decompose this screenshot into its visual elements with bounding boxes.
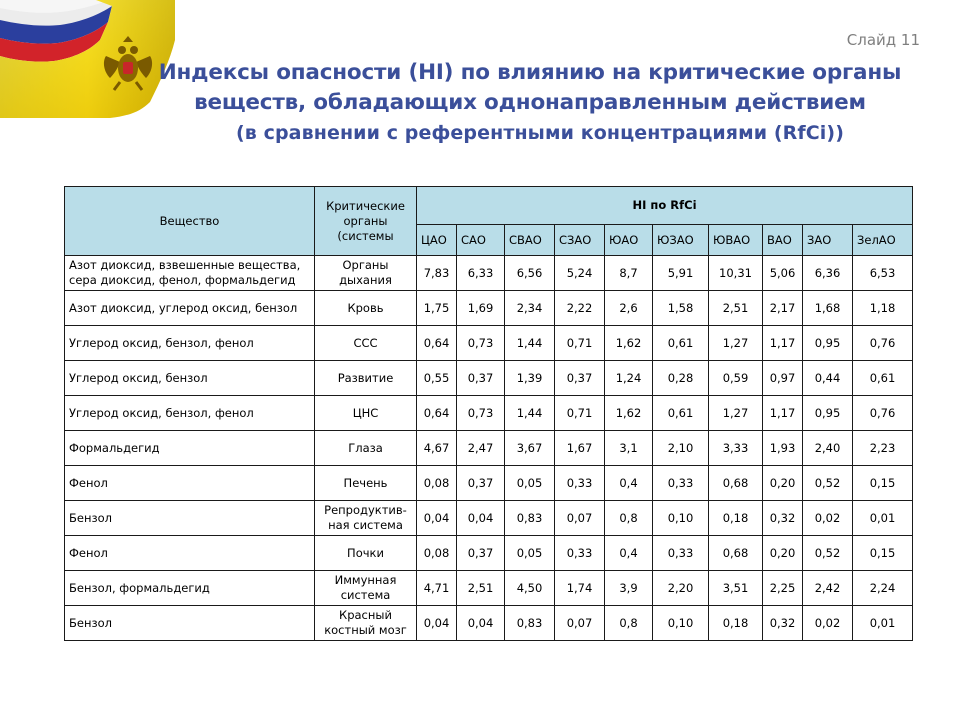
substance-cell: Азот диоксид, взвешенные вещества, сера диоксид, фенол, формальдегид bbox=[65, 256, 315, 291]
hi-value-cell: 0,61 bbox=[853, 361, 913, 396]
header-district: ЗелАО bbox=[853, 225, 913, 256]
hi-value-cell: 2,10 bbox=[653, 431, 709, 466]
substance-cell: Формальдегид bbox=[65, 431, 315, 466]
hi-value-cell: 7,83 bbox=[417, 256, 457, 291]
hi-value-cell: 0,76 bbox=[853, 326, 913, 361]
hi-value-cell: 0,83 bbox=[505, 606, 555, 641]
hi-value-cell: 0,64 bbox=[417, 396, 457, 431]
hi-value-cell: 0,71 bbox=[555, 326, 605, 361]
header-organ: Критические органы (системы bbox=[315, 187, 417, 256]
hi-value-cell: 0,8 bbox=[605, 606, 653, 641]
hi-value-cell: 0,8 bbox=[605, 501, 653, 536]
hi-value-cell: 0,18 bbox=[709, 606, 763, 641]
hi-value-cell: 0,10 bbox=[653, 501, 709, 536]
hi-value-cell: 2,47 bbox=[457, 431, 505, 466]
hi-value-cell: 0,59 bbox=[709, 361, 763, 396]
hi-value-cell: 0,61 bbox=[653, 396, 709, 431]
hi-value-cell: 0,05 bbox=[505, 536, 555, 571]
substance-cell: Углерод оксид, бензол bbox=[65, 361, 315, 396]
hi-value-cell: 3,33 bbox=[709, 431, 763, 466]
hi-value-cell: 2,20 bbox=[653, 571, 709, 606]
hi-value-cell: 1,58 bbox=[653, 291, 709, 326]
hi-value-cell: 2,22 bbox=[555, 291, 605, 326]
hi-value-cell: 1,44 bbox=[505, 326, 555, 361]
hi-value-cell: 0,44 bbox=[803, 361, 853, 396]
hi-value-cell: 3,9 bbox=[605, 571, 653, 606]
hi-value-cell: 0,07 bbox=[555, 606, 605, 641]
slide-number: Слайд 11 bbox=[846, 31, 920, 49]
title-line-1: Индексы опасности (HI) по влиянию на критические органы bbox=[158, 60, 902, 85]
hi-value-cell: 0,10 bbox=[653, 606, 709, 641]
hi-value-cell: 6,36 bbox=[803, 256, 853, 291]
hi-value-cell: 1,17 bbox=[763, 326, 803, 361]
hi-value-cell: 1,18 bbox=[853, 291, 913, 326]
header-district: САО bbox=[457, 225, 505, 256]
hi-value-cell: 0,07 bbox=[555, 501, 605, 536]
hi-value-cell: 0,04 bbox=[457, 606, 505, 641]
hi-value-cell: 2,23 bbox=[853, 431, 913, 466]
hi-value-cell: 6,56 bbox=[505, 256, 555, 291]
organ-cell: Глаза bbox=[315, 431, 417, 466]
header-district: ЦАО bbox=[417, 225, 457, 256]
table-row bbox=[65, 501, 913, 536]
hi-value-cell: 6,33 bbox=[457, 256, 505, 291]
substance-cell: Бензол bbox=[65, 606, 315, 641]
header-district: ЮАО bbox=[605, 225, 653, 256]
header-district: СЗАО bbox=[555, 225, 605, 256]
table-row bbox=[65, 431, 913, 466]
hi-value-cell: 2,17 bbox=[763, 291, 803, 326]
hi-value-cell: 0,68 bbox=[709, 466, 763, 501]
header-district: ЮВАО bbox=[709, 225, 763, 256]
hi-value-cell: 2,42 bbox=[803, 571, 853, 606]
hi-value-cell: 0,97 bbox=[763, 361, 803, 396]
hi-value-cell: 1,69 bbox=[457, 291, 505, 326]
hi-value-cell: 8,7 bbox=[605, 256, 653, 291]
hi-value-cell: 0,95 bbox=[803, 326, 853, 361]
hi-value-cell: 10,31 bbox=[709, 256, 763, 291]
hi-value-cell: 0,52 bbox=[803, 466, 853, 501]
header-substance: Вещество bbox=[65, 187, 315, 256]
table-row bbox=[65, 396, 913, 431]
hi-value-cell: 1,17 bbox=[763, 396, 803, 431]
hi-value-cell: 0,61 bbox=[653, 326, 709, 361]
hi-value-cell: 3,1 bbox=[605, 431, 653, 466]
title-line-3: (в сравнении с референтными концентрациями (RfCi)) bbox=[236, 122, 844, 144]
hi-value-cell: 3,51 bbox=[709, 571, 763, 606]
hi-value-cell: 0,83 bbox=[505, 501, 555, 536]
table-row bbox=[65, 291, 913, 326]
hi-value-cell: 0,02 bbox=[803, 606, 853, 641]
organ-cell: Иммунная система bbox=[315, 571, 417, 606]
hi-value-cell: 1,68 bbox=[803, 291, 853, 326]
hi-value-cell: 2,24 bbox=[853, 571, 913, 606]
header-district: ЗАО bbox=[803, 225, 853, 256]
hi-value-cell: 0,08 bbox=[417, 536, 457, 571]
hi-value-cell: 0,01 bbox=[853, 606, 913, 641]
header-district: ВАО bbox=[763, 225, 803, 256]
hi-value-cell: 0,08 bbox=[417, 466, 457, 501]
hi-value-cell: 5,24 bbox=[555, 256, 605, 291]
substance-cell: Азот диоксид, углерод оксид, бензол bbox=[65, 291, 315, 326]
hi-value-cell: 5,91 bbox=[653, 256, 709, 291]
hi-value-cell: 2,40 bbox=[803, 431, 853, 466]
hi-value-cell: 0,33 bbox=[653, 466, 709, 501]
header-district: СВАО bbox=[505, 225, 555, 256]
substance-cell: Углерод оксид, бензол, фенол bbox=[65, 396, 315, 431]
hi-value-cell: 0,73 bbox=[457, 396, 505, 431]
hi-value-cell: 6,53 bbox=[853, 256, 913, 291]
hi-value-cell: 2,51 bbox=[709, 291, 763, 326]
organ-cell: ЦНС bbox=[315, 396, 417, 431]
hi-value-cell: 0,33 bbox=[555, 536, 605, 571]
organ-cell: Развитие bbox=[315, 361, 417, 396]
hi-value-cell: 1,44 bbox=[505, 396, 555, 431]
hi-value-cell: 0,95 bbox=[803, 396, 853, 431]
hi-value-cell: 1,62 bbox=[605, 326, 653, 361]
hi-value-cell: 1,74 bbox=[555, 571, 605, 606]
hi-value-cell: 0,37 bbox=[457, 466, 505, 501]
hi-value-cell: 1,24 bbox=[605, 361, 653, 396]
hi-value-cell: 1,67 bbox=[555, 431, 605, 466]
hi-value-cell: 0,02 bbox=[803, 501, 853, 536]
hi-value-cell: 1,27 bbox=[709, 326, 763, 361]
hi-value-cell: 0,04 bbox=[417, 606, 457, 641]
hi-value-cell: 0,73 bbox=[457, 326, 505, 361]
hi-value-cell: 3,67 bbox=[505, 431, 555, 466]
substance-cell: Углерод оксид, бензол, фенол bbox=[65, 326, 315, 361]
hi-value-cell: 0,01 bbox=[853, 501, 913, 536]
hi-value-cell: 2,25 bbox=[763, 571, 803, 606]
hi-value-cell: 0,28 bbox=[653, 361, 709, 396]
hi-value-cell: 0,33 bbox=[653, 536, 709, 571]
hi-value-cell: 0,37 bbox=[457, 361, 505, 396]
table-row bbox=[65, 571, 913, 606]
hi-value-cell: 0,18 bbox=[709, 501, 763, 536]
hi-value-cell: 0,04 bbox=[457, 501, 505, 536]
table-row bbox=[65, 361, 913, 396]
hi-value-cell: 0,20 bbox=[763, 466, 803, 501]
hi-value-cell: 4,71 bbox=[417, 571, 457, 606]
hi-value-cell: 4,50 bbox=[505, 571, 555, 606]
hi-value-cell: 4,67 bbox=[417, 431, 457, 466]
organ-cell: Репродуктив-ная система bbox=[315, 501, 417, 536]
hi-value-cell: 0,4 bbox=[605, 466, 653, 501]
hi-value-cell: 0,04 bbox=[417, 501, 457, 536]
hi-value-cell: 0,20 bbox=[763, 536, 803, 571]
hazard-index-table bbox=[64, 186, 913, 641]
hi-value-cell: 0,64 bbox=[417, 326, 457, 361]
table-row bbox=[65, 536, 913, 571]
organ-cell: Печень bbox=[315, 466, 417, 501]
hi-value-cell: 0,05 bbox=[505, 466, 555, 501]
hi-value-cell: 1,75 bbox=[417, 291, 457, 326]
hi-value-cell: 1,93 bbox=[763, 431, 803, 466]
substance-cell: Бензол bbox=[65, 501, 315, 536]
hi-value-cell: 0,37 bbox=[457, 536, 505, 571]
hi-value-cell: 0,15 bbox=[853, 466, 913, 501]
organ-cell: Кровь bbox=[315, 291, 417, 326]
hi-value-cell: 0,52 bbox=[803, 536, 853, 571]
header-district: ЮЗАО bbox=[653, 225, 709, 256]
hi-value-cell: 2,34 bbox=[505, 291, 555, 326]
table-row bbox=[65, 256, 913, 291]
hi-value-cell: 0,15 bbox=[853, 536, 913, 571]
header-hi: HI по RfCi bbox=[417, 187, 913, 225]
table-row bbox=[65, 606, 913, 641]
hi-value-cell: 1,62 bbox=[605, 396, 653, 431]
hi-value-cell: 0,55 bbox=[417, 361, 457, 396]
hi-value-cell: 0,32 bbox=[763, 606, 803, 641]
hi-value-cell: 0,33 bbox=[555, 466, 605, 501]
table-row bbox=[65, 466, 913, 501]
organ-cell: Почки bbox=[315, 536, 417, 571]
hi-value-cell: 0,37 bbox=[555, 361, 605, 396]
substance-cell: Фенол bbox=[65, 466, 315, 501]
hi-value-cell: 0,68 bbox=[709, 536, 763, 571]
hi-value-cell: 1,39 bbox=[505, 361, 555, 396]
hi-value-cell: 2,6 bbox=[605, 291, 653, 326]
hi-value-cell: 0,4 bbox=[605, 536, 653, 571]
organ-cell: ССС bbox=[315, 326, 417, 361]
title-line-2: веществ, обладающих однонаправленным действием bbox=[194, 90, 866, 115]
substance-cell: Бензол, формальдегид bbox=[65, 571, 315, 606]
hi-value-cell: 1,27 bbox=[709, 396, 763, 431]
hi-value-cell: 5,06 bbox=[763, 256, 803, 291]
organ-cell: Органы дыхания bbox=[315, 256, 417, 291]
substance-cell: Фенол bbox=[65, 536, 315, 571]
hi-value-cell: 0,71 bbox=[555, 396, 605, 431]
hi-value-cell: 2,51 bbox=[457, 571, 505, 606]
table-row bbox=[65, 326, 913, 361]
hi-value-cell: 0,76 bbox=[853, 396, 913, 431]
hi-value-cell: 0,32 bbox=[763, 501, 803, 536]
organ-cell: Красный костный мозг bbox=[315, 606, 417, 641]
